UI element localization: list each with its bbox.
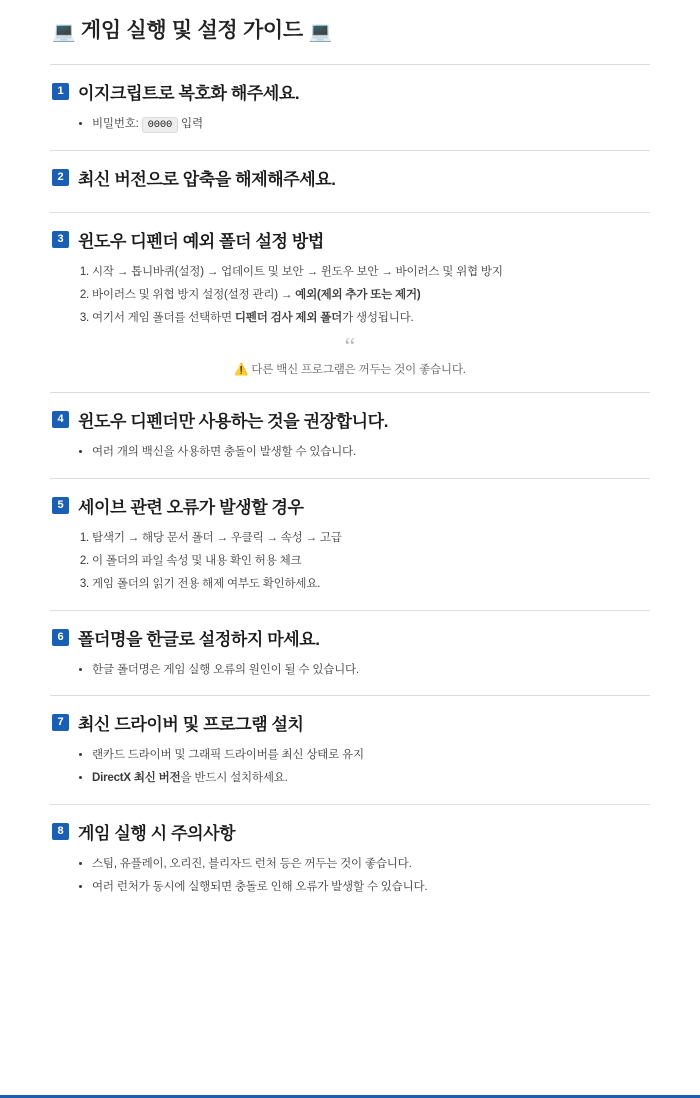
section-1 [40,79,660,136]
list-item: 2. 이 폴더의 파일 속성 및 내용 확인 허용 체크 [92,551,660,573]
divider [50,478,650,479]
section-title: 윈도우 디펜더만 사용하는 것을 권장합니다. [78,412,389,432]
quote-mark: “ [344,334,356,361]
section-heading [40,79,660,104]
section-list [40,442,660,464]
list-item: 3. 게임 폴더의 읽기 전용 해제 여부도 확인하세요. [92,574,660,596]
spacer [40,194,660,198]
list-item [92,114,660,136]
section-number-badge: 2 [52,169,69,186]
divider [50,150,650,151]
section-list [40,528,660,596]
page-title-text: 게임 실행 및 설정 가이드 [80,19,303,42]
section-heading [40,493,660,518]
section-list [40,854,660,899]
laptop-icon-left: 💻 [52,22,76,43]
list-item: • 한글 폴더명은 게임 실행 오류의 원인이 될 수 있습니다. [92,660,660,682]
list-item-post: 을 반드시 설치하세요. [180,772,288,785]
section-heading [40,710,660,735]
section-title: 게임 실행 시 주의사항 [78,824,236,844]
list-item: • 랜카드 드라이버 및 그래픽 드라이버를 최신 상태로 유지 [92,745,660,767]
section-heading [40,407,660,432]
list-item-post: 입력 [178,118,203,130]
list-item-emphasis: DirectX 최신 버전 [92,772,181,785]
list-item [92,768,660,790]
section-heading [40,227,660,252]
list-item-emphasis: 예외(제외 추가 또는 제거) [295,288,421,301]
list-item: 1. 탐색기 → 해당 문서 폴더 → 우클릭 → 속성 → 고급 [92,528,660,550]
list-item-emphasis: 디펜더 검사 제외 폴더 [234,311,343,324]
list-item [92,308,660,330]
section-number-badge: 4 [52,411,69,428]
document-body [0,14,700,919]
warning-icon: ⚠️ [234,364,249,377]
section-number-badge: 6 [52,629,69,646]
section-4 [40,407,660,464]
callout-quote [52,334,648,378]
laptop-icon-right: 💻 [308,22,332,43]
section-3 [40,227,660,378]
list-item-pre: 여기서 게임 폴더를 선택하면 [92,311,235,324]
section-8 [40,819,660,899]
section-6 [40,625,660,682]
section-number-badge: 5 [52,497,69,514]
list-item [92,285,660,307]
section-number-badge: 7 [52,714,69,731]
quote-text [234,364,465,376]
section-2 [40,165,660,198]
section-number-badge: 1 [52,83,69,100]
divider [50,392,650,393]
section-title: 이지크립트로 복호화 해주세요. [78,84,300,103]
list-item: 1. 시작 → 톱니바퀴(설정) → 업데이트 및 보안 → 윈도우 보안 → 바이러스 및 위협 방지 [92,262,660,284]
section-list [40,262,660,330]
section-7 [40,710,660,790]
divider [50,610,650,611]
section-title: 폴더명을 한글로 설정하지 마세요. [78,629,320,649]
list-item-pre: 바이러스 및 위협 방지 설정(설정 관리) → [92,288,296,301]
section-title: 윈도우 디펜더 예외 폴더 설정 방법 [78,231,324,251]
section-heading [40,625,660,650]
list-item: • 스팀, 유플레이, 오리진, 블리자드 런처 등은 꺼두는 것이 좋습니다. [92,854,660,876]
section-list [40,745,660,790]
list-item: • 여러 개의 백신을 사용하면 충돌이 발생할 수 있습니다. [92,442,660,464]
divider [50,695,650,696]
page-title [40,14,660,50]
divider [50,212,650,213]
section-5 [40,493,660,596]
section-heading [40,165,660,190]
list-item-pre: 비밀번호: [92,118,142,130]
section-number-badge: 3 [52,231,69,248]
section-heading [40,819,660,844]
password-code: 0000 [142,117,178,133]
section-list [40,114,660,136]
section-title: 최신 버전으로 압축을 해제해주세요. [78,169,336,189]
quote-body: 다른 백신 프로그램은 꺼두는 것이 좋습니다. [251,364,466,377]
list-item: • 여러 런처가 동시에 실행되면 충돌로 인해 오류가 발생할 수 있습니다. [92,877,660,899]
list-item-post: 가 생성됩니다. [342,311,414,324]
divider [50,64,650,65]
section-list [40,660,660,682]
section-title: 세이브 관련 오류가 발생할 경우 [78,498,304,518]
section-number-badge: 8 [52,823,69,840]
divider [50,804,650,805]
section-title: 최신 드라이버 및 프로그램 설치 [78,715,304,735]
